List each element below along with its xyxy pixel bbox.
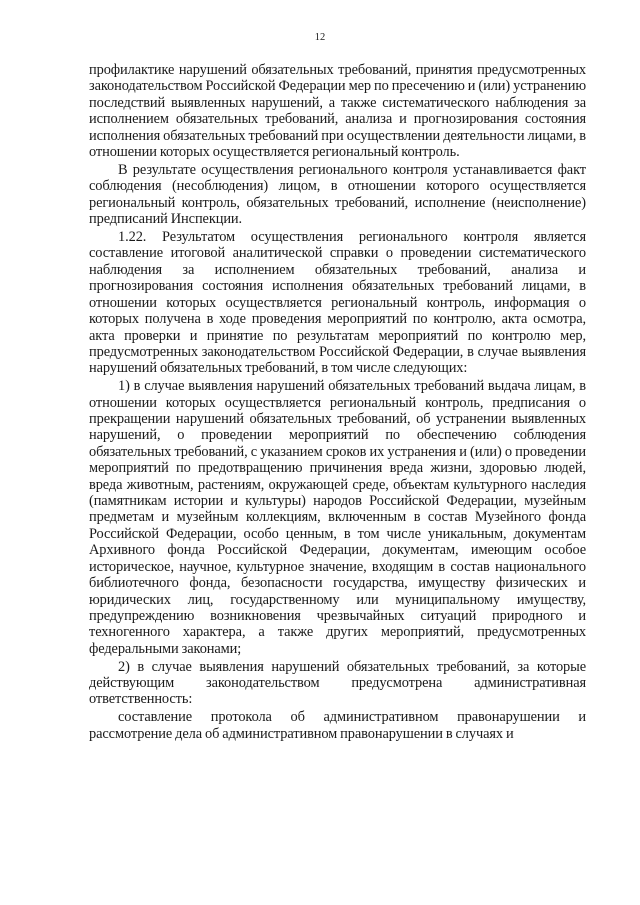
paragraph: профилактике нарушений обязательных требований, принятия предусмотренных законодательством Российской Федерации мер по пресечению и (или) устранению последствий выявленных нарушений, а также систематического наблюдения за исполнением обязательных требований, анализа и прогнозирования состояния исполнения обязательных требований при осуществлении деятельности лицами, в отношении которых осуществляется региональный контроль. (89, 62, 586, 161)
paragraph: В результате осуществления регионального контроля устанавливается факт соблюдения (несоблюдения) лицом, в отношении которого осуществляется региональный контроль, обязательных требований, исполнение (неисполнение) предписаний Инспекции. (89, 161, 586, 228)
paragraph: 2) в случае выявления нарушений обязательных требований, за которые действующим законодательством предусмотрена административная ответственность: (89, 658, 586, 708)
paragraph: 1.22. Результатом осуществления регионального контроля является составление итоговой аналитической справки о проведении систематического наблюдения за исполнением обязательных требований, анализа и прогнозирования состояния исполнения обязательных требований лицами, в отношении которых осуществляется региональный контроль, информация о которых получена в ходе проведения мероприятий по контролю, акта осмотра, акта проверки и принятие по результатам мероприятий по контролю мер, предусмотренных законодательством Российской Федерации, в случае выявления нарушений обязательных требований, в том числе следующих: (89, 229, 586, 377)
paragraph: составление протокола об административном правонарушении и рассмотрение дела об административном правонарушении в случаях и (89, 709, 586, 742)
paragraph: 1) в случае выявления нарушений обязательных требований выдача лицам, в отношении которых осуществляется региональный контроль, предписания о прекращении нарушений обязательных требований, об устранении выявленных нарушений, о проведении мероприятий по обеспечению соблюдения обязательных требований, с указанием сроков их устранения и (или) о проведении мероприятий по предотвращению причинения вреда жизни, здоровью людей, вреда животным, растениям, окружающей среде, объектам культурного наследия (памятникам истории и культуры) народов Российской Федерации, музейным предметам и музейным коллекциям, включенным в состав Музейного фонда Российской Федерации, особо ценным, в том числе уникальным, документам Архивного фонда Российской Федерации, документам, имеющим особое историческое, научное, культурное значение, входящим в состав национального библиотечного фонда, безопасности государства, имуществу физических и юридических лиц, государственному или муниципальному имуществу, предупреждению возникновения чрезвычайных ситуаций природного и техногенного характера, а также других мероприятий, предусмотренных федеральными законами; (89, 378, 586, 657)
document-body (89, 62, 586, 742)
page-number: 12 (314, 32, 326, 43)
